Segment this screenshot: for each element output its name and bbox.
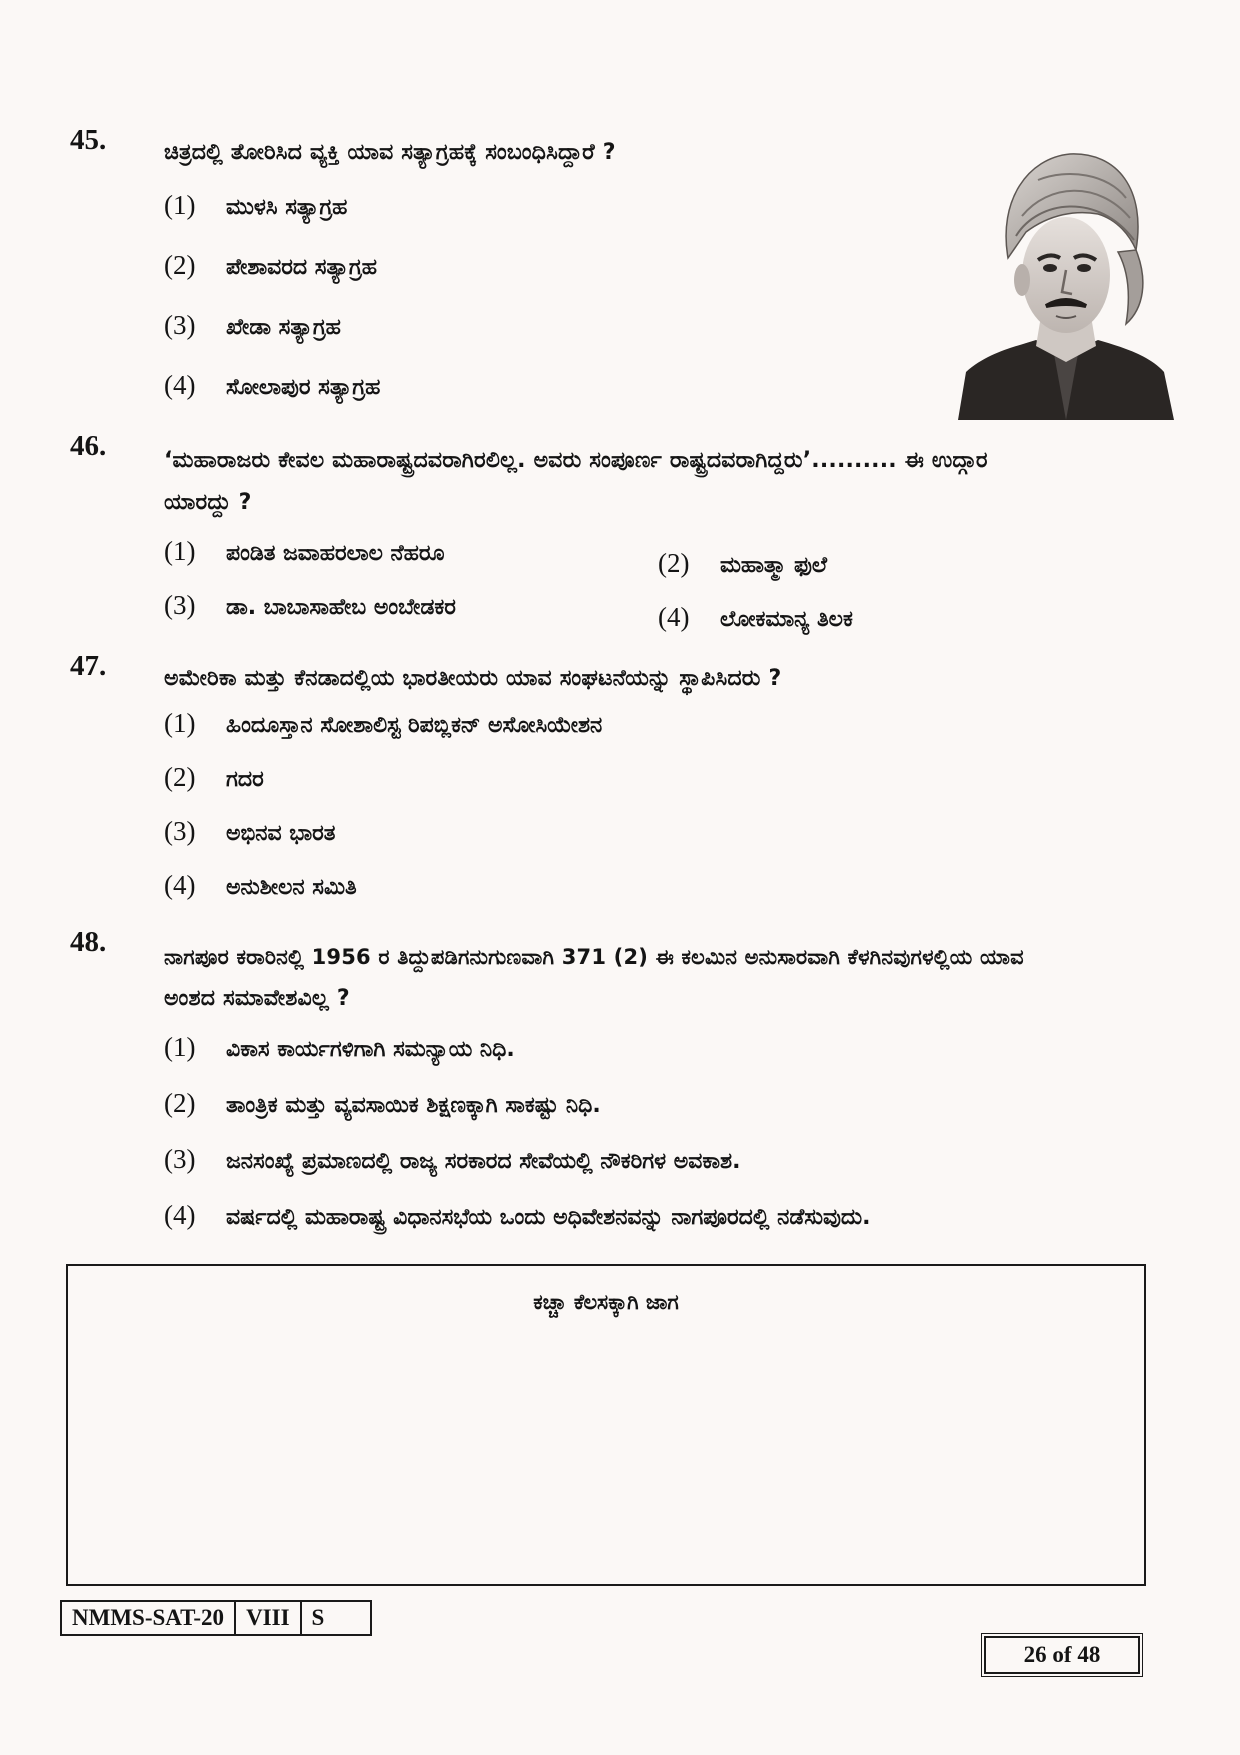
- class-code: VIII: [236, 1602, 301, 1634]
- option-number: (3): [164, 816, 196, 846]
- option-number: (2): [164, 762, 196, 792]
- option-number: (4): [164, 1200, 196, 1230]
- option-text: ತಾಂತ್ರಿಕ ಮತ್ತು ವ್ಯವಸಾಯಿಕ ಶಿಕ್ಷಣಕ್ಕಾಗಿ ಸಾಕಷ್ಟು ನಿಧಿ.: [226, 1093, 601, 1118]
- question-45-option-1: [164, 190, 347, 221]
- question-46-option-4: [658, 602, 853, 633]
- option-number: (2): [164, 1088, 196, 1118]
- question-46-text-line-2: ಯಾರದ್ದು ?: [164, 490, 252, 515]
- option-number: (4): [164, 870, 196, 900]
- question-48-option-4: [164, 1200, 870, 1231]
- option-number: (3): [164, 590, 196, 620]
- set-code: S: [311, 1605, 325, 1630]
- paper-code: NMMS-SAT-20: [62, 1602, 236, 1634]
- question-45-number: 45.: [70, 124, 107, 156]
- option-text: ಹಿಂದೂಸ್ತಾನ ಸೋಶಾಲಿಸ್ಟ ರಿಪಬ್ಲಿಕನ್ ಅಸೋಸಿಯೇಶನ: [226, 713, 603, 738]
- option-text: ಅಭಿನವ ಭಾರತ: [226, 821, 336, 846]
- question-47-option-1: [164, 708, 602, 739]
- question-48-option-2: [164, 1088, 601, 1119]
- question-46-option-1: [164, 536, 445, 567]
- question-46-number: 46.: [70, 430, 107, 462]
- option-text: ಅನುಶೀಲನ ಸಮಿತಿ: [226, 875, 357, 900]
- option-text: ಪಂಡಿತ ಜವಾಹರಲಾಲ ನೆಹರೂ: [226, 541, 445, 566]
- option-number: (4): [164, 370, 196, 400]
- question-45-option-2: [164, 250, 377, 281]
- question-46-option-3: [164, 590, 456, 621]
- question-48-text-line-1: ನಾಗಪೂರ ಕರಾರಿನಲ್ಲಿ 1956 ರ ತಿದ್ದುಪಡಿಗನುಗುಣವಾಗಿ 371 (2) ಈ ಕಲಮಿನ ಅನುಸಾರವಾಗಿ ಕೆಳಗಿನವುಗಳಲ್ಲಿಯ ಯಾವ: [164, 945, 1024, 969]
- option-number: (1): [164, 708, 196, 738]
- option-text: ಪೇಶಾವರದ ಸತ್ಯಾಗ್ರಹ: [226, 255, 377, 280]
- option-number: (2): [658, 548, 690, 578]
- option-text: ಖೇಡಾ ಸತ್ಯಾಗ್ರಹ: [226, 315, 341, 340]
- question-47-number: 47.: [70, 650, 107, 682]
- option-number: (1): [164, 536, 196, 566]
- question-45-text: ಚಿತ್ರದಲ್ಲಿ ತೋರಿಸಿದ ವ್ಯಕ್ತಿ ಯಾವ ಸತ್ಯಾಗ್ರಹಕ್ಕೆ ಸಂಬಂಧಿಸಿದ್ದಾರೆ ?: [164, 140, 616, 165]
- option-text: ಮಹಾತ್ಮಾ ಫುಲೆ: [720, 553, 828, 578]
- option-text: ಗದರ: [226, 767, 264, 792]
- question-46-option-2: [658, 548, 827, 579]
- option-number: (2): [164, 250, 196, 280]
- paper-code-box: [60, 1600, 372, 1636]
- page-number: 26 of 48: [984, 1636, 1140, 1674]
- option-text: ಜನಸಂಖ್ಯೆ ಪ್ರಮಾಣದಲ್ಲಿ ರಾಜ್ಯ ಸರಕಾರದ ಸೇವೆಯಲ್ಲಿ ನೌಕರಿಗಳ ಅವಕಾಶ.: [226, 1149, 741, 1174]
- option-number: (1): [164, 1032, 196, 1062]
- option-text: ಲೋಕಮಾನ್ಯ ತಿಲಕ: [720, 607, 853, 632]
- rough-work-box: [66, 1264, 1146, 1586]
- option-text: ಸೋಲಾಪುರ ಸತ್ಯಾಗ್ರಹ: [226, 375, 381, 400]
- question-48-number: 48.: [70, 926, 107, 958]
- question-48-option-3: [164, 1144, 740, 1175]
- question-47-text: ಅಮೇರಿಕಾ ಮತ್ತು ಕೆನಡಾದಲ್ಲಿಯ ಭಾರತೀಯರು ಯಾವ ಸಂಘಟನೆಯನ್ನು ಸ್ಥಾಪಿಸಿದರು ?: [164, 666, 782, 691]
- question-45-option-4: [164, 370, 380, 401]
- question-45-option-3: [164, 310, 341, 341]
- question-46-text-line-1: ‘ಮಹಾರಾಜರು ಕೇವಲ ಮಹಾರಾಷ್ಟ್ರದವರಾಗಿರಲಿಲ್ಲ. ಅವರು ಸಂಪೂರ್ಣ ರಾಷ್ಟ್ರದವರಾಗಿದ್ದರು’.......... ಈ ಉದ್ಗಾರ: [164, 448, 988, 473]
- portrait-illustration: [958, 140, 1174, 420]
- option-number: (3): [164, 310, 196, 340]
- rough-work-label: ಕಚ್ಚಾ ಕೆಲಸಕ್ಕಾಗಿ ಜಾಗ: [533, 1290, 679, 1314]
- option-text: ಮುಳಸಿ ಸತ್ಯಾಗ್ರಹ: [226, 195, 348, 220]
- question-48-option-1: [164, 1032, 515, 1063]
- question-47-option-2: [164, 762, 264, 793]
- question-47-option-3: [164, 816, 335, 847]
- option-number: (3): [164, 1144, 196, 1174]
- option-number: (1): [164, 190, 196, 220]
- question-48-text-line-2: ಅಂಶದ ಸಮಾವೇಶವಿಲ್ಲ ?: [164, 986, 350, 1011]
- option-text: ವಿಕಾಸ ಕಾರ್ಯಗಳಿಗಾಗಿ ಸಮನ್ಯಾಯ ನಿಧಿ.: [226, 1037, 515, 1062]
- question-47-option-4: [164, 870, 357, 901]
- option-number: (4): [658, 602, 690, 632]
- option-text: ಡಾ. ಬಾಬಾಸಾಹೇಬ ಅಂಬೇಡಕರ: [226, 595, 456, 620]
- option-text: ವರ್ಷದಲ್ಲಿ ಮಹಾರಾಷ್ಟ್ರ ವಿಧಾನಸಭೆಯ ಒಂದು ಅಧಿವೇಶನವನ್ನು ನಾಗಪೂರದಲ್ಲಿ ನಡೆಸುವುದು.: [226, 1205, 871, 1230]
